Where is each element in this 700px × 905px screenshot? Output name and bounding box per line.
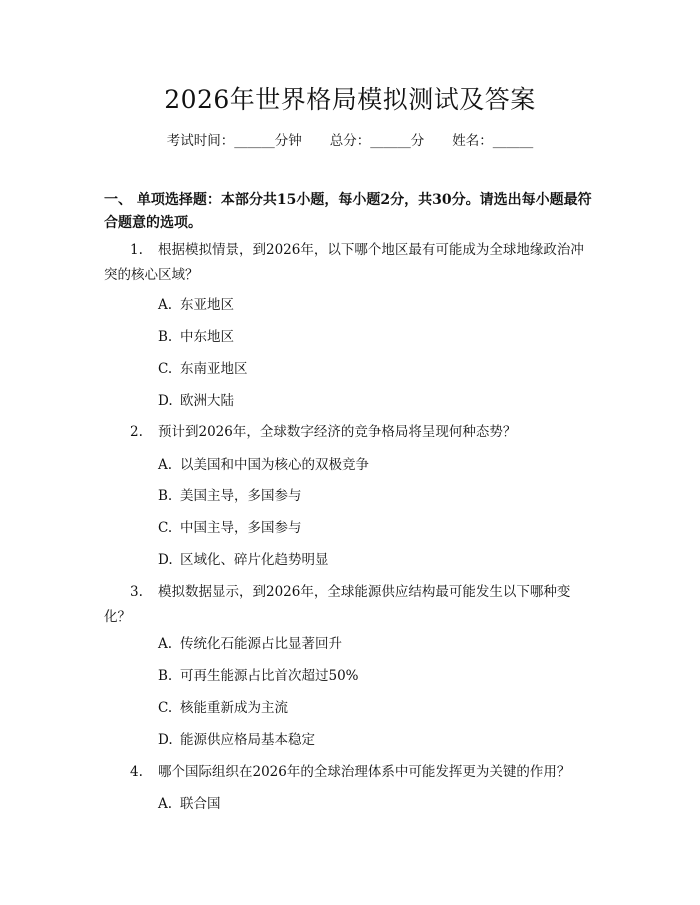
exam-info	[0, 131, 700, 151]
option-text: 以美国和中国为核心的双极竞争	[180, 457, 369, 473]
option-letter: A.	[158, 636, 173, 652]
question-4	[104, 760, 594, 785]
option-text: 东亚地区	[180, 297, 234, 313]
option-letter: B.	[158, 329, 173, 345]
question-3	[104, 580, 594, 630]
option-text: 能源供应格局基本稳定	[180, 732, 315, 748]
option-2d	[158, 550, 329, 570]
option-1a	[158, 295, 234, 315]
option-text: 中东地区	[180, 329, 234, 345]
option-text: 联合国	[180, 796, 221, 812]
option-text: 东南亚地区	[180, 361, 248, 377]
question-number: 1.	[130, 242, 143, 258]
page-title: 2026年世界格局模拟测试及答案	[164, 85, 536, 114]
option-text: 中国主导，多国参与	[180, 520, 302, 536]
option-text: 美国主导，多国参与	[180, 488, 302, 504]
option-text: 核能重新成为主流	[180, 700, 288, 716]
question-number: 3.	[130, 584, 143, 600]
option-3d	[158, 730, 315, 750]
option-1d	[158, 391, 234, 411]
question-text: 预计到2026年，全球数字经济的竞争格局将呈现何种态势？	[158, 424, 517, 440]
option-3c	[158, 698, 288, 718]
option-1b	[158, 327, 234, 347]
option-text: 可再生能源占比首次超过50%	[180, 668, 359, 684]
question-number: 2.	[130, 424, 143, 440]
option-2b	[158, 486, 302, 506]
option-4a	[158, 794, 221, 814]
option-text: 传统化石能源占比显著回升	[180, 636, 342, 652]
option-3a	[158, 634, 342, 654]
option-1c	[158, 359, 248, 379]
question-2	[104, 420, 594, 445]
option-letter: B.	[158, 668, 173, 684]
question-text: 模拟数据显示，到2026年，全球能源供应结构最可能发生以下哪种变化？	[104, 584, 571, 625]
question-1	[104, 238, 594, 288]
option-3b	[158, 666, 359, 686]
total-score-field: 总分：______分	[329, 133, 425, 149]
option-text: 区域化、碎片化趋势明显	[180, 552, 329, 568]
option-letter: D.	[158, 552, 173, 568]
option-letter: A.	[158, 796, 173, 812]
question-text: 根据模拟情景，到2026年，以下哪个地区最有可能成为全球地缘政治冲突的核心区域？	[104, 242, 584, 283]
option-2a	[158, 455, 369, 475]
question-text: 哪个国际组织在2026年的全球治理体系中可能发挥更为关键的作用？	[158, 764, 571, 780]
section-heading: 一、 单项选择题：本部分共15小题，每小题2分，共30分。请选出每小题最符合题意的选项。	[104, 192, 592, 231]
option-letter: D.	[158, 393, 173, 409]
option-2c	[158, 518, 302, 538]
option-letter: C.	[158, 520, 173, 536]
exam-time-field: 考试时间：______分钟	[166, 133, 302, 149]
option-letter: D.	[158, 732, 173, 748]
question-number: 4.	[130, 764, 143, 780]
option-letter: C.	[158, 361, 173, 377]
option-letter: A.	[158, 457, 173, 473]
option-letter: A.	[158, 297, 173, 313]
option-letter: C.	[158, 700, 173, 716]
option-letter: B.	[158, 488, 173, 504]
option-text: 欧洲大陆	[180, 393, 234, 409]
student-name-field: 姓名：______	[452, 133, 534, 149]
